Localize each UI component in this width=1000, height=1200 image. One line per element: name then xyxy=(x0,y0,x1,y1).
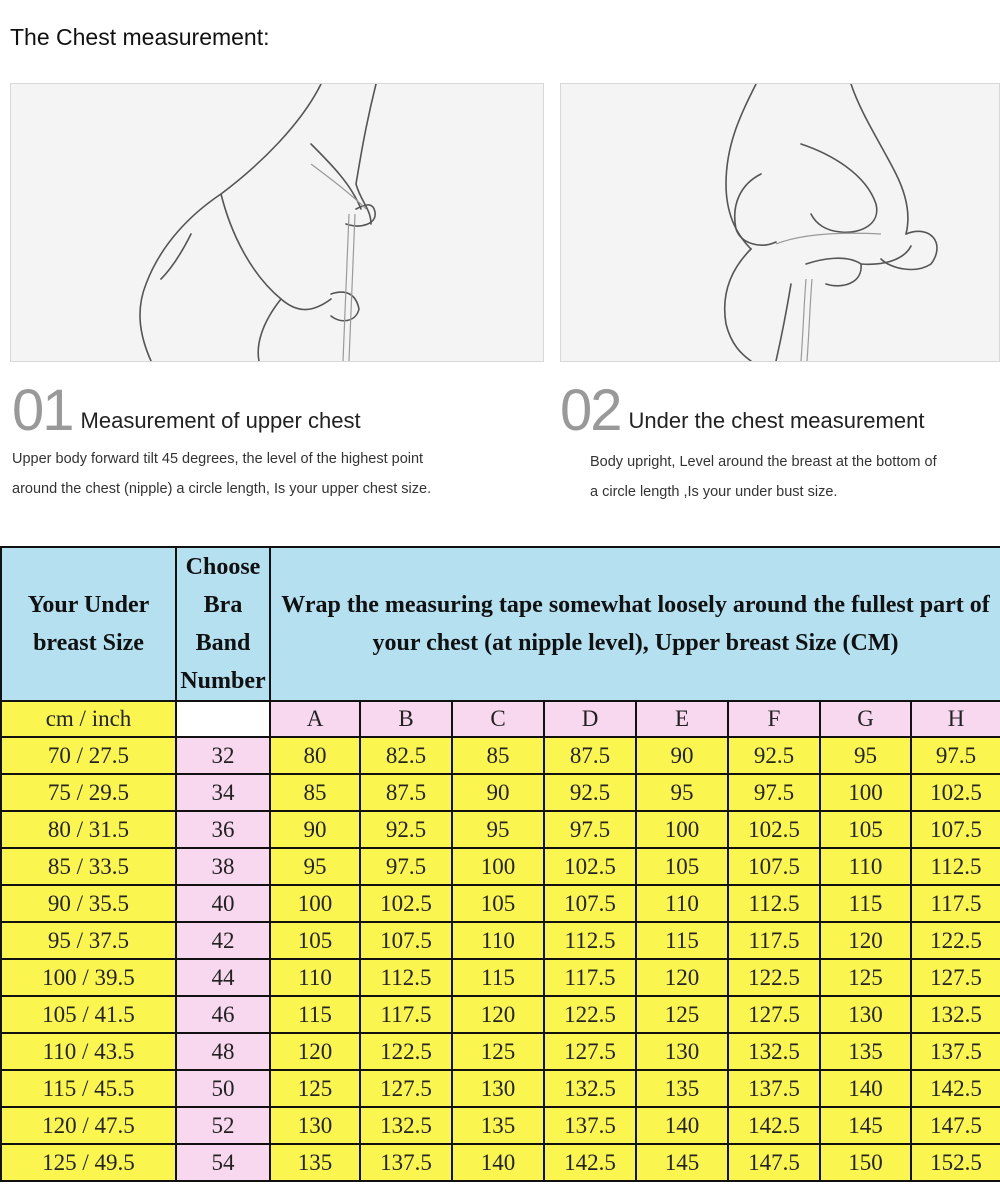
upper-breast-size-cell: 117.5 xyxy=(360,996,452,1033)
table-row xyxy=(1,1070,1000,1107)
upper-breast-size-cell: 147.5 xyxy=(728,1144,820,1181)
cup-header-f: F xyxy=(728,701,820,737)
table-row xyxy=(1,848,1000,885)
upper-breast-size-cell: 130 xyxy=(820,996,911,1033)
band-number-cell: 38 xyxy=(176,848,270,885)
upper-breast-size-cell: 120 xyxy=(636,959,728,996)
upper-chest-figure xyxy=(11,84,543,361)
cup-header-row xyxy=(1,701,1000,737)
table-row xyxy=(1,1144,1000,1181)
table-row xyxy=(1,922,1000,959)
step-1-number: 01 xyxy=(12,378,73,443)
upper-breast-size-cell: 145 xyxy=(636,1144,728,1181)
upper-breast-size-cell: 107.5 xyxy=(728,848,820,885)
band-number-cell: 34 xyxy=(176,774,270,811)
table-row xyxy=(1,774,1000,811)
band-number-header: Choose Bra Band Number xyxy=(176,547,270,701)
band-number-cell: 42 xyxy=(176,922,270,959)
upper-breast-size-cell: 125 xyxy=(452,1033,544,1070)
upper-breast-size-cell: 97.5 xyxy=(728,774,820,811)
upper-breast-size-cell: 107.5 xyxy=(544,885,636,922)
upper-breast-size-cell: 125 xyxy=(636,996,728,1033)
cup-header-d: D xyxy=(544,701,636,737)
table-row xyxy=(1,811,1000,848)
upper-breast-size-cell: 102.5 xyxy=(728,811,820,848)
upper-breast-size-cell: 90 xyxy=(270,811,360,848)
upper-breast-size-cell: 110 xyxy=(820,848,911,885)
upper-breast-size-cell: 120 xyxy=(270,1033,360,1070)
upper-breast-size-cell: 92.5 xyxy=(544,774,636,811)
under-breast-size-cell: 120 / 47.5 xyxy=(1,1107,176,1144)
upper-breast-size-cell: 122.5 xyxy=(360,1033,452,1070)
page-title: The Chest measurement: xyxy=(10,24,270,50)
upper-breast-size-cell: 130 xyxy=(270,1107,360,1144)
under-breast-size-cell: 110 / 43.5 xyxy=(1,1033,176,1070)
cup-header-c: C xyxy=(452,701,544,737)
band-number-cell: 44 xyxy=(176,959,270,996)
step-2-line-2: a circle length ,Is your under bust size. xyxy=(590,484,838,500)
upper-breast-size-cell: 117.5 xyxy=(911,885,1000,922)
upper-breast-size-cell: 95 xyxy=(636,774,728,811)
upper-breast-size-cell: 102.5 xyxy=(911,774,1000,811)
upper-breast-size-cell: 145 xyxy=(820,1107,911,1144)
upper-breast-size-cell: 142.5 xyxy=(911,1070,1000,1107)
table-row xyxy=(1,1107,1000,1144)
upper-breast-size-cell: 130 xyxy=(452,1070,544,1107)
size-chart-table xyxy=(0,546,1000,1182)
step-1-line-1: Upper body forward tilt 45 degrees, the level of the highest point xyxy=(12,451,424,467)
upper-breast-size-cell: 122.5 xyxy=(544,996,636,1033)
table-row xyxy=(1,996,1000,1033)
upper-breast-size-cell: 137.5 xyxy=(911,1033,1000,1070)
upper-breast-size-cell: 122.5 xyxy=(728,959,820,996)
upper-breast-size-cell: 140 xyxy=(452,1144,544,1181)
upper-breast-size-cell: 95 xyxy=(820,737,911,774)
table-row xyxy=(1,1033,1000,1070)
upper-breast-size-cell: 95 xyxy=(270,848,360,885)
upper-breast-size-cell: 85 xyxy=(452,737,544,774)
upper-breast-size-cell: 80 xyxy=(270,737,360,774)
upper-breast-size-cell: 117.5 xyxy=(728,922,820,959)
upper-breast-size-cell: 112.5 xyxy=(544,922,636,959)
upper-breast-size-cell: 125 xyxy=(820,959,911,996)
band-number-cell: 36 xyxy=(176,811,270,848)
upper-breast-size-cell: 130 xyxy=(636,1033,728,1070)
upper-breast-size-cell: 97.5 xyxy=(911,737,1000,774)
band-number-cell: 48 xyxy=(176,1033,270,1070)
upper-breast-size-cell: 152.5 xyxy=(911,1144,1000,1181)
upper-breast-size-cell: 100 xyxy=(820,774,911,811)
under-chest-figure xyxy=(561,84,999,361)
upper-breast-size-cell: 97.5 xyxy=(360,848,452,885)
upper-breast-size-cell: 102.5 xyxy=(544,848,636,885)
upper-breast-size-cell: 132.5 xyxy=(728,1033,820,1070)
upper-breast-size-cell: 135 xyxy=(452,1107,544,1144)
upper-breast-size-cell: 132.5 xyxy=(544,1070,636,1107)
upper-breast-size-cell: 127.5 xyxy=(360,1070,452,1107)
upper-breast-size-cell: 110 xyxy=(452,922,544,959)
upper-breast-size-cell: 127.5 xyxy=(728,996,820,1033)
upper-breast-size-cell: 105 xyxy=(270,922,360,959)
step-1-title: Measurement of upper chest xyxy=(80,408,361,433)
upper-breast-size-cell: 90 xyxy=(452,774,544,811)
upper-breast-size-cell: 132.5 xyxy=(360,1107,452,1144)
upper-breast-size-cell: 127.5 xyxy=(544,1033,636,1070)
upper-breast-size-cell: 100 xyxy=(636,811,728,848)
upper-breast-size-cell: 87.5 xyxy=(544,737,636,774)
upper-breast-size-cell: 125 xyxy=(270,1070,360,1107)
upper-breast-size-cell: 122.5 xyxy=(911,922,1000,959)
under-breast-size-cell: 115 / 45.5 xyxy=(1,1070,176,1107)
step-1-description xyxy=(12,444,532,504)
under-breast-size-cell: 75 / 29.5 xyxy=(1,774,176,811)
upper-breast-size-cell: 110 xyxy=(270,959,360,996)
upper-breast-size-cell: 137.5 xyxy=(728,1070,820,1107)
band-number-cell: 54 xyxy=(176,1144,270,1181)
upper-breast-size-cell: 82.5 xyxy=(360,737,452,774)
upper-breast-size-cell: 102.5 xyxy=(360,885,452,922)
step-2-line-1: Body upright, Level around the breast at the bottom of xyxy=(590,454,937,470)
upper-breast-size-cell: 115 xyxy=(270,996,360,1033)
band-number-cell: 32 xyxy=(176,737,270,774)
upper-breast-size-cell: 132.5 xyxy=(911,996,1000,1033)
upper-breast-size-cell: 105 xyxy=(636,848,728,885)
upper-breast-size-cell: 120 xyxy=(452,996,544,1033)
upper-breast-size-cell: 142.5 xyxy=(728,1107,820,1144)
under-chest-illustration xyxy=(560,83,1000,362)
band-number-cell: 50 xyxy=(176,1070,270,1107)
step-2-title: Under the chest measurement xyxy=(628,408,925,433)
upper-breast-size-cell: 110 xyxy=(636,885,728,922)
upper-breast-size-cell: 107.5 xyxy=(911,811,1000,848)
cup-header-h: H xyxy=(911,701,1000,737)
table-row xyxy=(1,959,1000,996)
upper-breast-size-cell: 140 xyxy=(636,1107,728,1144)
band-number-cell: 46 xyxy=(176,996,270,1033)
step-1-line-2: around the chest (nipple) a circle length, Is your upper chest size. xyxy=(12,481,432,497)
upper-breast-size-cell: 112.5 xyxy=(360,959,452,996)
upper-breast-size-cell: 135 xyxy=(820,1033,911,1070)
cup-header-g: G xyxy=(820,701,911,737)
band-blank-cell xyxy=(176,701,270,737)
cup-header-e: E xyxy=(636,701,728,737)
upper-breast-size-cell: 115 xyxy=(636,922,728,959)
under-breast-size-cell: 70 / 27.5 xyxy=(1,737,176,774)
upper-breast-size-cell: 112.5 xyxy=(728,885,820,922)
upper-breast-size-cell: 112.5 xyxy=(911,848,1000,885)
upper-breast-size-cell: 135 xyxy=(270,1144,360,1181)
upper-breast-size-cell: 115 xyxy=(452,959,544,996)
step-1-heading xyxy=(12,378,361,443)
upper-breast-size-cell: 87.5 xyxy=(360,774,452,811)
upper-breast-size-cell: 85 xyxy=(270,774,360,811)
table-row xyxy=(1,885,1000,922)
upper-breast-size-cell: 97.5 xyxy=(544,811,636,848)
under-breast-size-cell: 100 / 39.5 xyxy=(1,959,176,996)
upper-breast-size-cell: 120 xyxy=(820,922,911,959)
cup-header-b: B xyxy=(360,701,452,737)
upper-breast-size-cell: 105 xyxy=(820,811,911,848)
under-breast-size-cell: 125 / 49.5 xyxy=(1,1144,176,1181)
upper-breast-size-cell: 142.5 xyxy=(544,1144,636,1181)
upper-breast-size-cell: 92.5 xyxy=(728,737,820,774)
upper-breast-size-cell: 100 xyxy=(270,885,360,922)
under-breast-size-cell: 85 / 33.5 xyxy=(1,848,176,885)
unit-label: cm / inch xyxy=(1,701,176,737)
cup-header-a: A xyxy=(270,701,360,737)
upper-breast-size-cell: 100 xyxy=(452,848,544,885)
under-breast-size-cell: 95 / 37.5 xyxy=(1,922,176,959)
upper-breast-size-cell: 137.5 xyxy=(360,1144,452,1181)
upper-breast-size-cell: 147.5 xyxy=(911,1107,1000,1144)
band-number-cell: 52 xyxy=(176,1107,270,1144)
table-header-row xyxy=(1,547,1000,701)
under-breast-size-header: Your Under breast Size xyxy=(1,547,176,701)
step-2-heading xyxy=(560,378,925,443)
step-2-description xyxy=(590,447,1000,507)
upper-breast-size-cell: 150 xyxy=(820,1144,911,1181)
under-breast-size-cell: 105 / 41.5 xyxy=(1,996,176,1033)
upper-breast-size-cell: 135 xyxy=(636,1070,728,1107)
table-row xyxy=(1,737,1000,774)
upper-breast-size-cell: 92.5 xyxy=(360,811,452,848)
upper-breast-size-cell: 140 xyxy=(820,1070,911,1107)
upper-chest-illustration xyxy=(10,83,544,362)
upper-breast-size-cell: 137.5 xyxy=(544,1107,636,1144)
upper-breast-size-cell: 107.5 xyxy=(360,922,452,959)
upper-breast-size-header: Wrap the measuring tape somewhat loosely around the fullest part of your chest (at nipple level), Upper breast Size (CM) xyxy=(270,547,1000,701)
under-breast-size-cell: 90 / 35.5 xyxy=(1,885,176,922)
upper-breast-size-cell: 95 xyxy=(452,811,544,848)
band-number-cell: 40 xyxy=(176,885,270,922)
under-breast-size-cell: 80 / 31.5 xyxy=(1,811,176,848)
upper-breast-size-cell: 90 xyxy=(636,737,728,774)
step-2-number: 02 xyxy=(560,378,621,443)
upper-breast-size-cell: 117.5 xyxy=(544,959,636,996)
upper-breast-size-cell: 115 xyxy=(820,885,911,922)
upper-breast-size-cell: 105 xyxy=(452,885,544,922)
upper-breast-size-cell: 127.5 xyxy=(911,959,1000,996)
